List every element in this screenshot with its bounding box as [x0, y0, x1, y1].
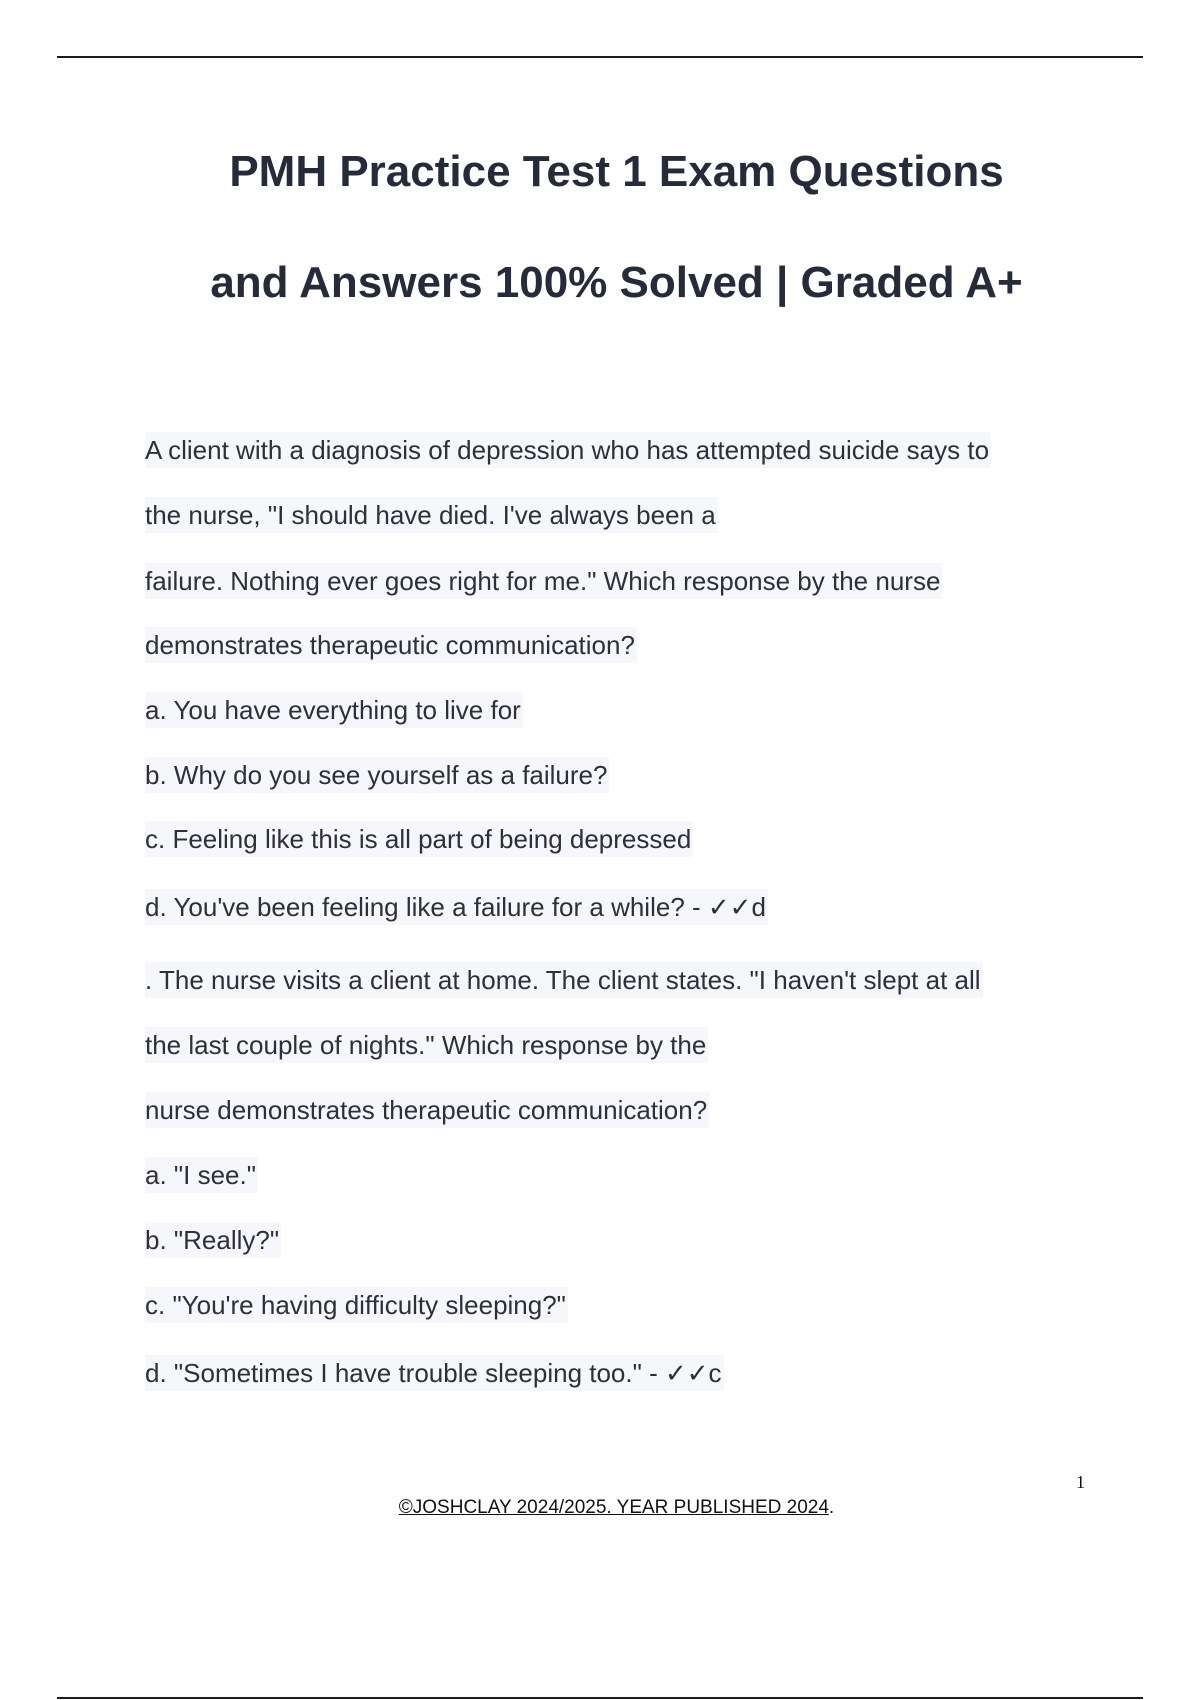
question-1-text-line-4: demonstrates therapeutic communication?: [145, 627, 637, 663]
footer-copyright-text: ©JOSHCLAY 2024/2025. YEAR PUBLISHED 2024: [398, 1497, 829, 1518]
question-1-option-b: b. Why do you see yourself as a failure?: [145, 757, 609, 793]
page-number: 1: [1076, 1472, 1085, 1492]
question-1-option-a: a. You have everything to live for: [145, 692, 523, 728]
question-2-text-line-1: . The nurse visits a client at home. The client states. "I haven't slept at all: [145, 962, 983, 998]
question-2-text-line-2: the last couple of nights." Which response by the: [145, 1027, 708, 1063]
footer-period: .: [828, 1497, 835, 1518]
question-1-option-d-answer: d. You've been feeling like a failure for a while? - ✓✓d: [145, 889, 768, 925]
question-1-text-line-1: A client with a diagnosis of depression who has attempted suicide says to: [145, 432, 991, 468]
bottom-rule: [57, 1697, 1143, 1699]
question-1-option-c: c. Feeling like this is all part of being depressed: [145, 821, 693, 857]
question-1-text-line-2: the nurse, "I should have died. I've always been a: [145, 497, 718, 533]
question-2-option-b: b. "Really?": [145, 1222, 281, 1258]
question-2-option-d-answer: d. "Sometimes I have trouble sleeping too." - ✓✓c: [145, 1355, 724, 1391]
footer-copyright: [0, 1497, 1200, 1519]
top-rule: [57, 56, 1143, 58]
question-2-option-c: c. "You're having difficulty sleeping?": [145, 1287, 568, 1323]
document-title-line-1: PMH Practice Test 1 Exam Questions: [229, 147, 1004, 196]
question-1-text-line-3: failure. Nothing ever goes right for me." Which response by the nurse: [145, 563, 942, 599]
document-title-line-2: and Answers 100% Solved | Graded A+: [210, 258, 1023, 307]
question-2-text-line-3: nurse demonstrates therapeutic communication?: [145, 1092, 709, 1128]
question-2-option-a: a. "I see.": [145, 1157, 258, 1193]
